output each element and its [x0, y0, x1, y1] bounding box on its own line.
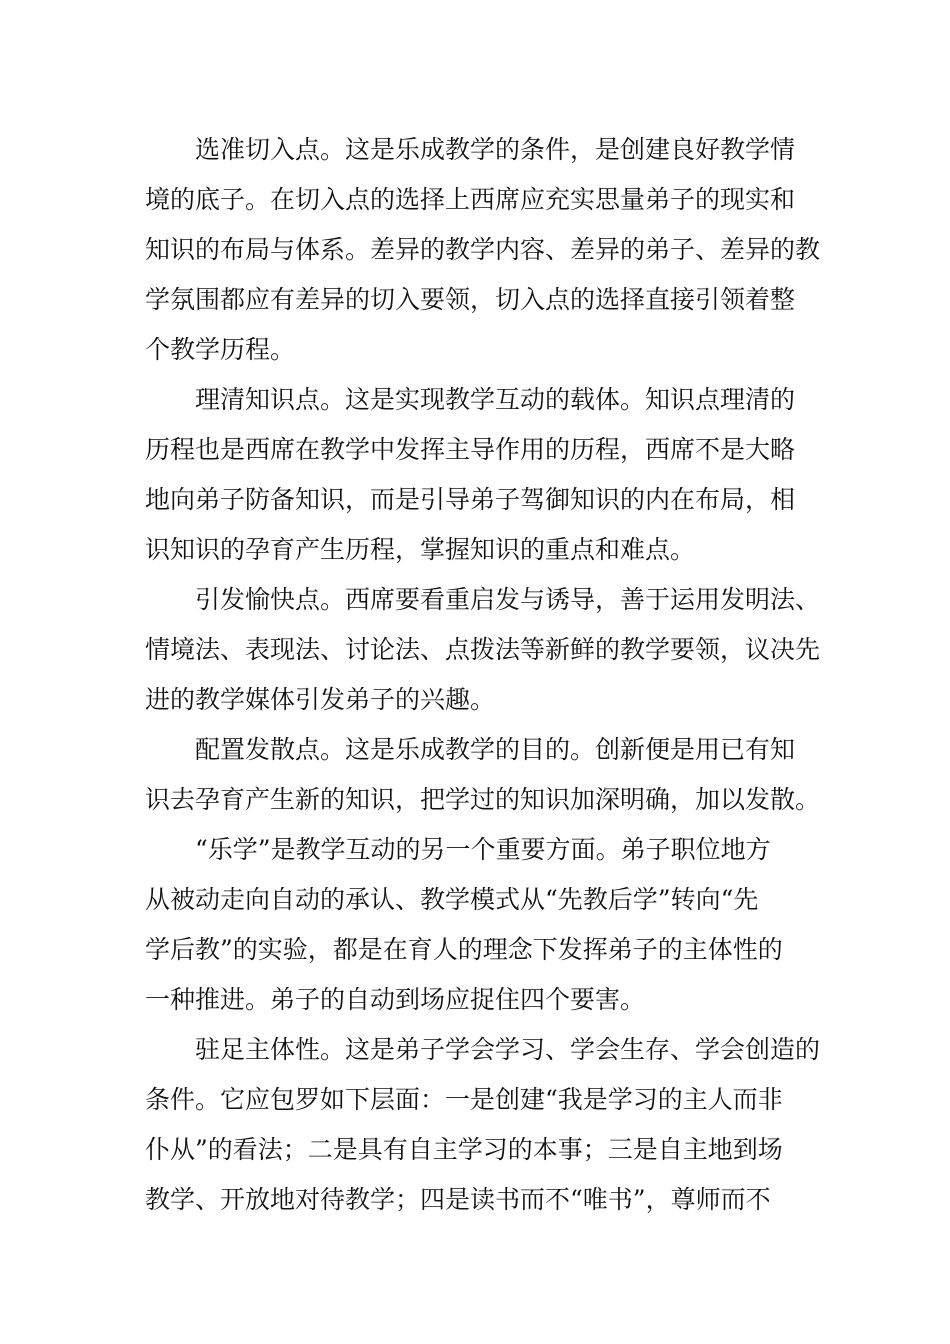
text-line: 引发愉快点。西席要看重启发与诱导，善于运用发明法、 [195, 585, 821, 614]
text-line: 教学、开放地对待教学；四是读书而不“唯书”，尊师而不 [145, 1185, 771, 1214]
text-line: 驻足主体性。这是弟子学会学习、学会生存、学会创造的 [195, 1035, 821, 1064]
text-line: 情境法、表现法、讨论法、点拨法等新鲜的教学要领，议决先 [145, 635, 821, 664]
text-line: 识去孕育产生新的知识，把学过的知识加深明确，加以发散。 [145, 785, 821, 814]
text-line: 配置发散点。这是乐成教学的目的。创新便是用已有知 [195, 735, 796, 764]
text-line: 进的教学媒体引发弟子的兴趣。 [145, 685, 496, 714]
text-line: 学后教”的实验，都是在育人的理念下发挥弟子的主体性的 [145, 935, 783, 964]
text-line: 历程也是西席在教学中发挥主导作用的历程，西席不是大略 [145, 435, 796, 464]
text-line: 条件。它应包罗如下层面：一是创建“我是学习的主人而非 [145, 1085, 783, 1114]
text-line: 一种推进。弟子的自动到场应捉住四个要害。 [145, 985, 646, 1014]
text-line: 境的底子。在切入点的选择上西席应充实思量弟子的现实和 [145, 185, 796, 214]
text-line: 地向弟子防备知识，而是引导弟子驾御知识的内在布局，相 [145, 485, 796, 514]
text-line: 理清知识点。这是实现教学互动的载体。知识点理清的 [195, 385, 796, 414]
text-line: 个教学历程。 [145, 335, 296, 364]
text-line: 从被动走向自动的承认、教学模式从“先教后学”转向“先 [145, 885, 759, 914]
text-line: 学氛围都应有差异的切入要领，切入点的选择直接引领着整 [145, 285, 796, 314]
text-line: 知识的布局与体系。差异的教学内容、差异的弟子、差异的教 [145, 235, 821, 264]
text-line: “乐学”是教学互动的另一个重要方面。弟子职位地方 [195, 835, 771, 864]
text-line: 识知识的孕育产生历程，掌握知识的重点和难点。 [145, 535, 696, 564]
text-line: 仆从”的看法；二是具有自主学习的本事；三是自主地到场 [145, 1135, 783, 1164]
text-line: 选准切入点。这是乐成教学的条件，是创建良好教学情 [195, 135, 796, 164]
